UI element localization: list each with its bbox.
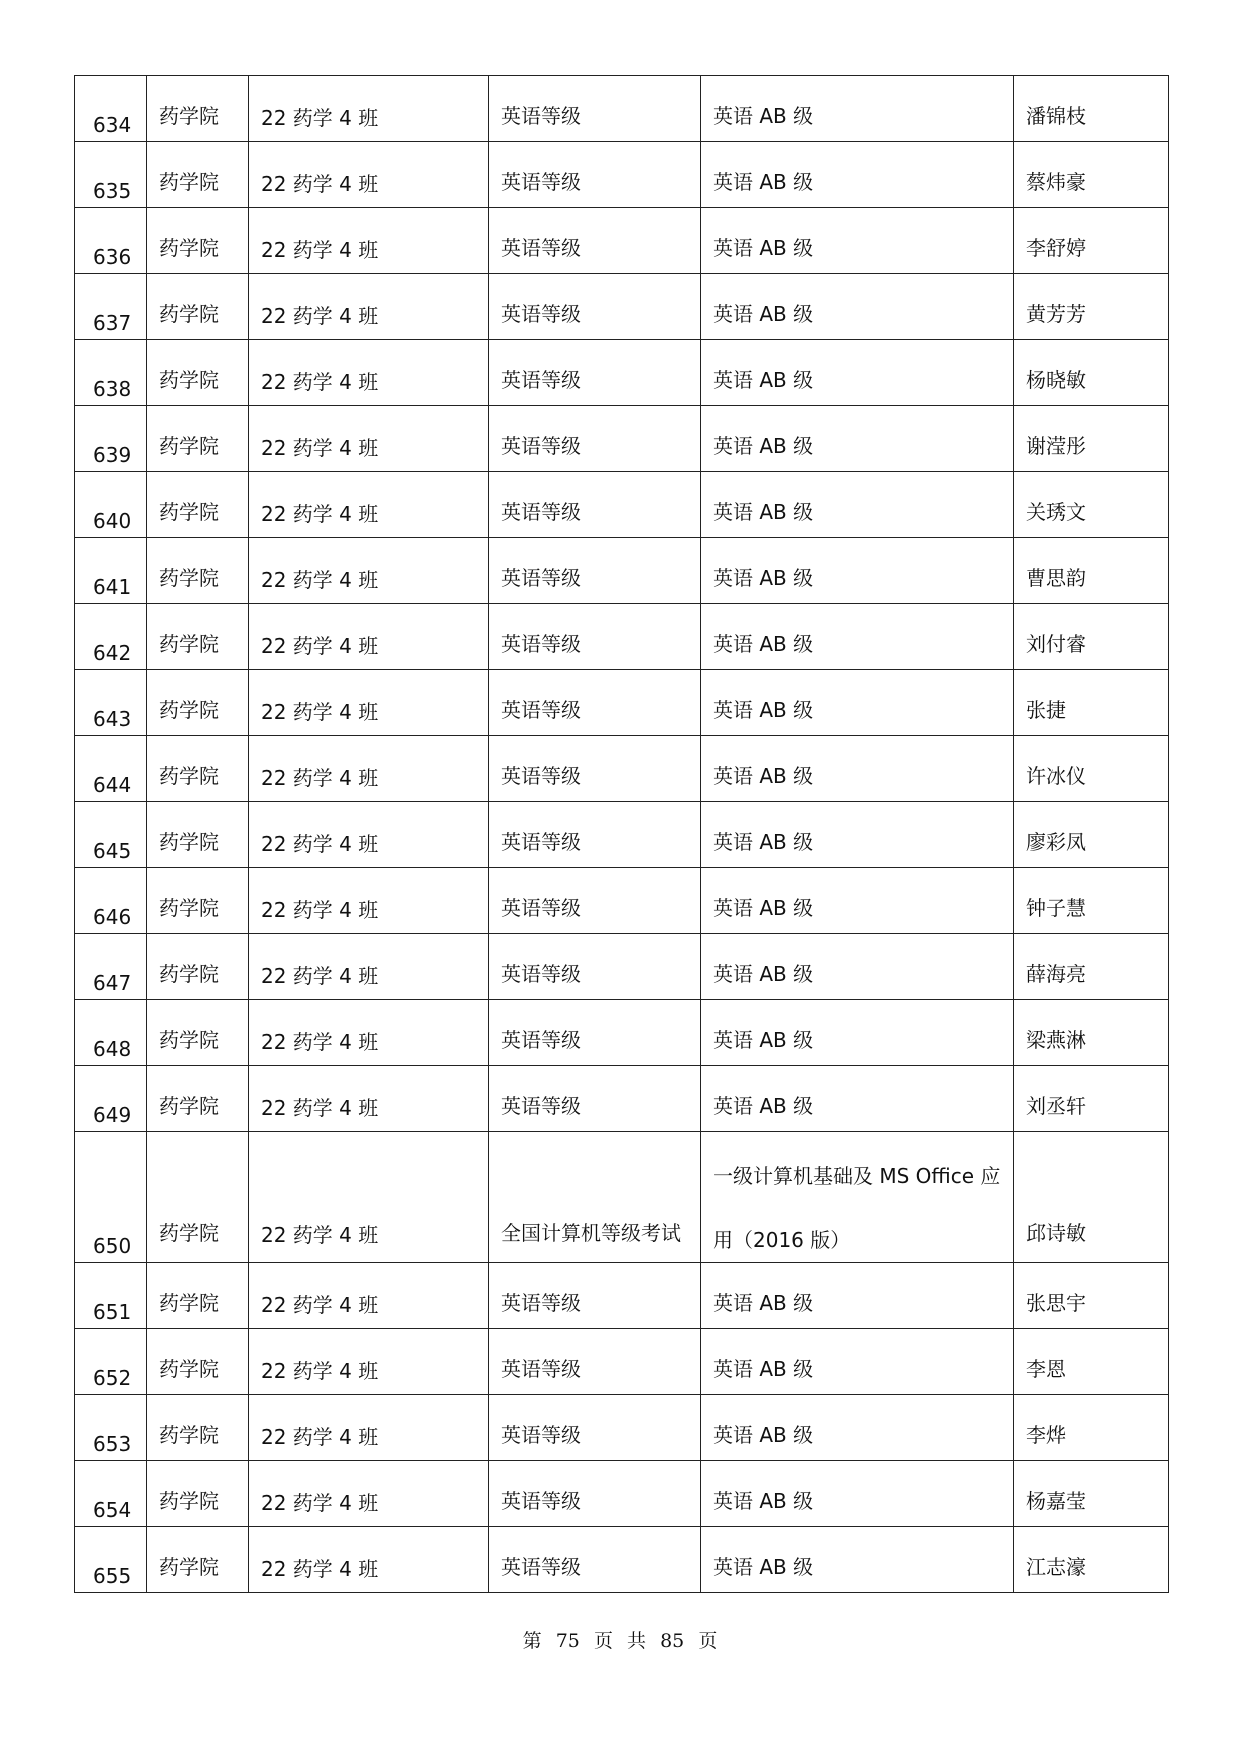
student-name-cell-text: 李恩 (1026, 1357, 1066, 1381)
exam-item-cell (701, 1395, 1014, 1461)
college-cell-text: 药学院 (159, 170, 219, 194)
college-cell-text: 药学院 (159, 1423, 219, 1447)
student-name-cell (1014, 208, 1169, 274)
exam-item-cell-text: 英语 AB 级 (713, 566, 814, 590)
student-name-cell (1014, 1329, 1169, 1395)
row-number (75, 340, 147, 406)
class-cell (249, 340, 489, 406)
exam-item-cell (701, 406, 1014, 472)
exam-item-cell-text: 英语 AB 级 (713, 368, 814, 392)
exam-category-cell (489, 406, 701, 472)
exam-item-cell (701, 1263, 1014, 1329)
exam-item-cell (701, 1329, 1014, 1395)
class-cell-text: 22 药学 4 班 (261, 1223, 379, 1247)
exam-item-cell-text: 英语 AB 级 (713, 1357, 814, 1381)
student-name-cell-text: 蔡炜豪 (1026, 170, 1086, 194)
exam-item-cell-text: 英语 AB 级 (713, 1489, 814, 1513)
class-cell (249, 868, 489, 934)
college-cell-text: 药学院 (159, 236, 219, 260)
student-name-cell (1014, 868, 1169, 934)
class-cell-text: 22 药学 4 班 (261, 502, 379, 526)
table-row (75, 1066, 1169, 1132)
exam-item-cell (701, 208, 1014, 274)
class-cell (249, 208, 489, 274)
page-footer (0, 1626, 1240, 1653)
exam-category-cell (489, 1527, 701, 1593)
table-row (75, 1000, 1169, 1066)
exam-category-cell-text: 英语等级 (501, 1357, 581, 1381)
row-number-text: 640 (93, 509, 132, 533)
student-name-cell-text: 邱诗敏 (1026, 1221, 1086, 1245)
row-number-text: 638 (93, 377, 132, 401)
exam-category-cell (489, 208, 701, 274)
exam-category-cell-text: 英语等级 (501, 1555, 581, 1579)
class-cell (249, 76, 489, 142)
class-cell (249, 1066, 489, 1132)
row-number (75, 1461, 147, 1527)
row-number-text: 645 (93, 839, 132, 863)
college-cell-text: 药学院 (159, 962, 219, 986)
student-name-cell (1014, 76, 1169, 142)
college-cell (147, 538, 249, 604)
class-cell-text: 22 药学 4 班 (261, 1557, 379, 1581)
college-cell-text: 药学院 (159, 1555, 219, 1579)
student-name-cell-text: 张捷 (1026, 698, 1066, 722)
student-name-cell-text: 张思宇 (1026, 1291, 1086, 1315)
exam-item-cell (701, 1132, 1014, 1263)
table-row (75, 472, 1169, 538)
row-number (75, 538, 147, 604)
student-name-cell (1014, 472, 1169, 538)
exam-category-cell-text: 英语等级 (501, 236, 581, 260)
row-number (75, 1527, 147, 1593)
exam-category-cell-text: 英语等级 (501, 368, 581, 392)
exam-item-cell (701, 1066, 1014, 1132)
class-cell-text: 22 药学 4 班 (261, 700, 379, 724)
student-name-cell (1014, 340, 1169, 406)
exam-category-cell (489, 868, 701, 934)
student-name-cell-text: 杨晓敏 (1026, 368, 1086, 392)
student-name-cell-text: 潘锦枝 (1026, 104, 1086, 128)
college-cell-text: 药学院 (159, 1028, 219, 1052)
college-cell-text: 药学院 (159, 500, 219, 524)
row-number-text: 637 (93, 311, 132, 335)
table-row (75, 340, 1169, 406)
student-name-cell (1014, 406, 1169, 472)
student-name-cell (1014, 1263, 1169, 1329)
exam-category-cell-text: 英语等级 (501, 1489, 581, 1513)
class-cell-text: 22 药学 4 班 (261, 1491, 379, 1515)
student-name-cell (1014, 1395, 1169, 1461)
class-cell-text: 22 药学 4 班 (261, 1359, 379, 1383)
row-number-text: 650 (93, 1234, 132, 1258)
exam-item-cell-text: 英语 AB 级 (713, 434, 814, 458)
row-number (75, 208, 147, 274)
exam-item-cell (701, 736, 1014, 802)
student-name-cell (1014, 934, 1169, 1000)
class-cell-text: 22 药学 4 班 (261, 898, 379, 922)
row-number (75, 1132, 147, 1263)
student-name-cell (1014, 670, 1169, 736)
table-row (75, 736, 1169, 802)
table-row (75, 1527, 1169, 1593)
exam-item-cell (701, 142, 1014, 208)
college-cell-text: 药学院 (159, 830, 219, 854)
footer-total-word: 共 (627, 1630, 647, 1652)
row-number (75, 1066, 147, 1132)
exam-category-cell-text: 英语等级 (501, 170, 581, 194)
exam-item-cell (701, 538, 1014, 604)
exam-category-cell-text: 英语等级 (501, 1028, 581, 1052)
exam-category-cell-text: 英语等级 (501, 566, 581, 590)
table-row (75, 1329, 1169, 1395)
row-number (75, 868, 147, 934)
exam-category-cell (489, 1395, 701, 1461)
class-cell-text: 22 药学 4 班 (261, 1030, 379, 1054)
exam-category-cell-text: 英语等级 (501, 764, 581, 788)
exam-category-cell (489, 736, 701, 802)
student-name-cell (1014, 142, 1169, 208)
class-cell (249, 406, 489, 472)
footer-page-word: 页 (593, 1630, 613, 1652)
row-number (75, 670, 147, 736)
student-name-cell-text: 刘丞轩 (1026, 1094, 1086, 1118)
class-cell (249, 802, 489, 868)
student-name-cell (1014, 274, 1169, 340)
class-cell-text: 22 药学 4 班 (261, 1096, 379, 1120)
exam-item-cell (701, 274, 1014, 340)
table-row (75, 274, 1169, 340)
exam-category-cell (489, 802, 701, 868)
records-table (74, 75, 1169, 1593)
row-number (75, 76, 147, 142)
table-row (75, 604, 1169, 670)
row-number (75, 1329, 147, 1395)
exam-category-cell (489, 1132, 701, 1263)
college-cell (147, 76, 249, 142)
college-cell (147, 142, 249, 208)
class-cell (249, 1000, 489, 1066)
college-cell-text: 药学院 (159, 104, 219, 128)
class-cell (249, 736, 489, 802)
exam-category-cell-text: 英语等级 (501, 698, 581, 722)
class-cell-text: 22 药学 4 班 (261, 238, 379, 262)
exam-category-cell-text: 英语等级 (501, 830, 581, 854)
exam-category-cell (489, 274, 701, 340)
exam-item-cell-text: 英语 AB 级 (713, 236, 814, 260)
exam-item-cell-text: 英语 AB 级 (713, 764, 814, 788)
college-cell-text: 药学院 (159, 764, 219, 788)
college-cell (147, 1395, 249, 1461)
class-cell-text: 22 药学 4 班 (261, 304, 379, 328)
exam-item-cell-text: 英语 AB 级 (713, 698, 814, 722)
college-cell-text: 药学院 (159, 566, 219, 590)
college-cell-text: 药学院 (159, 698, 219, 722)
exam-item-cell (701, 76, 1014, 142)
college-cell (147, 736, 249, 802)
college-cell (147, 1329, 249, 1395)
row-number-text: 654 (93, 1498, 132, 1522)
exam-category-cell-text: 英语等级 (501, 1291, 581, 1315)
records-table-body (75, 76, 1169, 1593)
college-cell (147, 670, 249, 736)
college-cell-text: 药学院 (159, 1221, 219, 1245)
class-cell-text: 22 药学 4 班 (261, 106, 379, 130)
row-number-text: 646 (93, 905, 132, 929)
class-cell-text: 22 药学 4 班 (261, 436, 379, 460)
row-number (75, 736, 147, 802)
exam-item-cell-text: 英语 AB 级 (713, 1555, 814, 1579)
table-row (75, 934, 1169, 1000)
class-cell-text: 22 药学 4 班 (261, 172, 379, 196)
college-cell-text: 药学院 (159, 896, 219, 920)
class-cell (249, 142, 489, 208)
exam-category-cell-text: 全国计算机等级考试 (501, 1221, 681, 1245)
college-cell-text: 药学院 (159, 1489, 219, 1513)
exam-item-cell (701, 670, 1014, 736)
exam-item-cell (701, 1000, 1014, 1066)
class-cell-text: 22 药学 4 班 (261, 766, 379, 790)
exam-item-cell-text: 一级计算机基础及 MS Office 应用（2016 版） (713, 1164, 1001, 1252)
row-number-text: 636 (93, 245, 132, 269)
student-name-cell (1014, 1527, 1169, 1593)
exam-item-cell-text: 英语 AB 级 (713, 632, 814, 656)
row-number (75, 1263, 147, 1329)
college-cell (147, 1461, 249, 1527)
student-name-cell-text: 李舒婷 (1026, 236, 1086, 260)
table-row (75, 406, 1169, 472)
exam-category-cell (489, 1263, 701, 1329)
college-cell (147, 934, 249, 1000)
table-row (75, 538, 1169, 604)
college-cell (147, 1066, 249, 1132)
exam-category-cell (489, 670, 701, 736)
row-number (75, 1000, 147, 1066)
exam-category-cell-text: 英语等级 (501, 500, 581, 524)
class-cell (249, 1527, 489, 1593)
exam-category-cell-text: 英语等级 (501, 962, 581, 986)
exam-category-cell (489, 1000, 701, 1066)
exam-item-cell-text: 英语 AB 级 (713, 1094, 814, 1118)
row-number (75, 274, 147, 340)
student-name-cell (1014, 736, 1169, 802)
class-cell (249, 604, 489, 670)
table-row (75, 1132, 1169, 1263)
college-cell-text: 药学院 (159, 632, 219, 656)
college-cell (147, 1263, 249, 1329)
exam-category-cell-text: 英语等级 (501, 1094, 581, 1118)
exam-item-cell-text: 英语 AB 级 (713, 170, 814, 194)
table-row (75, 76, 1169, 142)
row-number-text: 647 (93, 971, 132, 995)
exam-item-cell (701, 472, 1014, 538)
college-cell (147, 472, 249, 538)
college-cell (147, 340, 249, 406)
student-name-cell (1014, 1066, 1169, 1132)
table-row (75, 868, 1169, 934)
student-name-cell-text: 谢滢彤 (1026, 434, 1086, 458)
college-cell-text: 药学院 (159, 368, 219, 392)
college-cell (147, 406, 249, 472)
exam-item-cell (701, 934, 1014, 1000)
class-cell (249, 1132, 489, 1263)
table-row (75, 1461, 1169, 1527)
row-number-text: 641 (93, 575, 132, 599)
exam-category-cell (489, 604, 701, 670)
exam-category-cell (489, 1066, 701, 1132)
footer-prefix: 第 (522, 1630, 542, 1652)
row-number-text: 651 (93, 1300, 132, 1324)
student-name-cell-text: 梁燕淋 (1026, 1028, 1086, 1052)
class-cell (249, 1263, 489, 1329)
exam-item-cell-text: 英语 AB 级 (713, 1028, 814, 1052)
row-number (75, 472, 147, 538)
exam-item-cell (701, 1527, 1014, 1593)
exam-item-cell (701, 340, 1014, 406)
college-cell (147, 274, 249, 340)
exam-category-cell (489, 142, 701, 208)
class-cell-text: 22 药学 4 班 (261, 634, 379, 658)
exam-item-cell-text: 英语 AB 级 (713, 962, 814, 986)
footer-current-page: 75 (555, 1630, 580, 1652)
student-name-cell-text: 黄芳芳 (1026, 302, 1086, 326)
row-number (75, 934, 147, 1000)
exam-category-cell (489, 538, 701, 604)
student-name-cell-text: 江志濠 (1026, 1555, 1086, 1579)
class-cell (249, 1461, 489, 1527)
exam-category-cell-text: 英语等级 (501, 632, 581, 656)
class-cell (249, 1329, 489, 1395)
class-cell (249, 472, 489, 538)
student-name-cell (1014, 802, 1169, 868)
class-cell (249, 538, 489, 604)
exam-category-cell-text: 英语等级 (501, 896, 581, 920)
student-name-cell (1014, 1461, 1169, 1527)
row-number-text: 634 (93, 113, 132, 137)
exam-item-cell-text: 英语 AB 级 (713, 302, 814, 326)
class-cell (249, 274, 489, 340)
row-number-text: 635 (93, 179, 132, 203)
row-number (75, 802, 147, 868)
college-cell-text: 药学院 (159, 434, 219, 458)
student-name-cell-text: 廖彩凤 (1026, 830, 1086, 854)
student-name-cell (1014, 538, 1169, 604)
row-number-text: 642 (93, 641, 132, 665)
college-cell (147, 868, 249, 934)
student-name-cell-text: 曹思韵 (1026, 566, 1086, 590)
class-cell-text: 22 药学 4 班 (261, 832, 379, 856)
exam-item-cell-text: 英语 AB 级 (713, 1291, 814, 1315)
student-name-cell-text: 关琇文 (1026, 500, 1086, 524)
row-number (75, 604, 147, 670)
class-cell-text: 22 药学 4 班 (261, 568, 379, 592)
student-name-cell (1014, 1132, 1169, 1263)
class-cell-text: 22 药学 4 班 (261, 370, 379, 394)
row-number-text: 643 (93, 707, 132, 731)
row-number (75, 406, 147, 472)
exam-category-cell-text: 英语等级 (501, 434, 581, 458)
exam-item-cell-text: 英语 AB 级 (713, 1423, 814, 1447)
exam-category-cell (489, 1461, 701, 1527)
exam-category-cell-text: 英语等级 (501, 104, 581, 128)
student-name-cell-text: 杨嘉莹 (1026, 1489, 1086, 1513)
exam-category-cell-text: 英语等级 (501, 1423, 581, 1447)
college-cell (147, 1527, 249, 1593)
college-cell-text: 药学院 (159, 1291, 219, 1315)
class-cell (249, 670, 489, 736)
exam-category-cell (489, 340, 701, 406)
exam-item-cell-text: 英语 AB 级 (713, 104, 814, 128)
row-number-text: 655 (93, 1564, 132, 1588)
class-cell-text: 22 药学 4 班 (261, 1425, 379, 1449)
exam-category-cell-text: 英语等级 (501, 302, 581, 326)
student-name-cell-text: 薛海亮 (1026, 962, 1086, 986)
exam-category-cell (489, 934, 701, 1000)
row-number (75, 142, 147, 208)
table-row (75, 1263, 1169, 1329)
college-cell (147, 208, 249, 274)
exam-category-cell (489, 472, 701, 538)
exam-item-cell-text: 英语 AB 级 (713, 500, 814, 524)
exam-item-cell (701, 604, 1014, 670)
class-cell (249, 1395, 489, 1461)
student-name-cell-text: 钟子慧 (1026, 896, 1086, 920)
exam-item-cell-text: 英语 AB 级 (713, 896, 814, 920)
college-cell (147, 802, 249, 868)
exam-category-cell (489, 1329, 701, 1395)
table-row (75, 802, 1169, 868)
class-cell-text: 22 药学 4 班 (261, 1293, 379, 1317)
footer-suffix: 页 (698, 1630, 718, 1652)
college-cell-text: 药学院 (159, 1357, 219, 1381)
student-name-cell-text: 李烨 (1026, 1423, 1066, 1447)
row-number-text: 649 (93, 1103, 132, 1127)
row-number-text: 644 (93, 773, 132, 797)
student-name-cell (1014, 604, 1169, 670)
exam-category-cell (489, 76, 701, 142)
row-number-text: 652 (93, 1366, 132, 1390)
college-cell-text: 药学院 (159, 302, 219, 326)
table-row (75, 670, 1169, 736)
row-number-text: 653 (93, 1432, 132, 1456)
table-row (75, 208, 1169, 274)
exam-item-cell (701, 868, 1014, 934)
class-cell-text: 22 药学 4 班 (261, 964, 379, 988)
exam-item-cell (701, 1461, 1014, 1527)
row-number-text: 639 (93, 443, 132, 467)
student-name-cell (1014, 1000, 1169, 1066)
college-cell-text: 药学院 (159, 1094, 219, 1118)
exam-item-cell-text: 英语 AB 级 (713, 830, 814, 854)
table-row (75, 1395, 1169, 1461)
table-row (75, 142, 1169, 208)
footer-total-pages: 85 (660, 1630, 685, 1652)
college-cell (147, 1132, 249, 1263)
student-name-cell-text: 刘付睿 (1026, 632, 1086, 656)
college-cell (147, 1000, 249, 1066)
row-number (75, 1395, 147, 1461)
college-cell (147, 604, 249, 670)
class-cell (249, 934, 489, 1000)
row-number-text: 648 (93, 1037, 132, 1061)
student-name-cell-text: 许冰仪 (1026, 764, 1086, 788)
exam-item-cell (701, 802, 1014, 868)
